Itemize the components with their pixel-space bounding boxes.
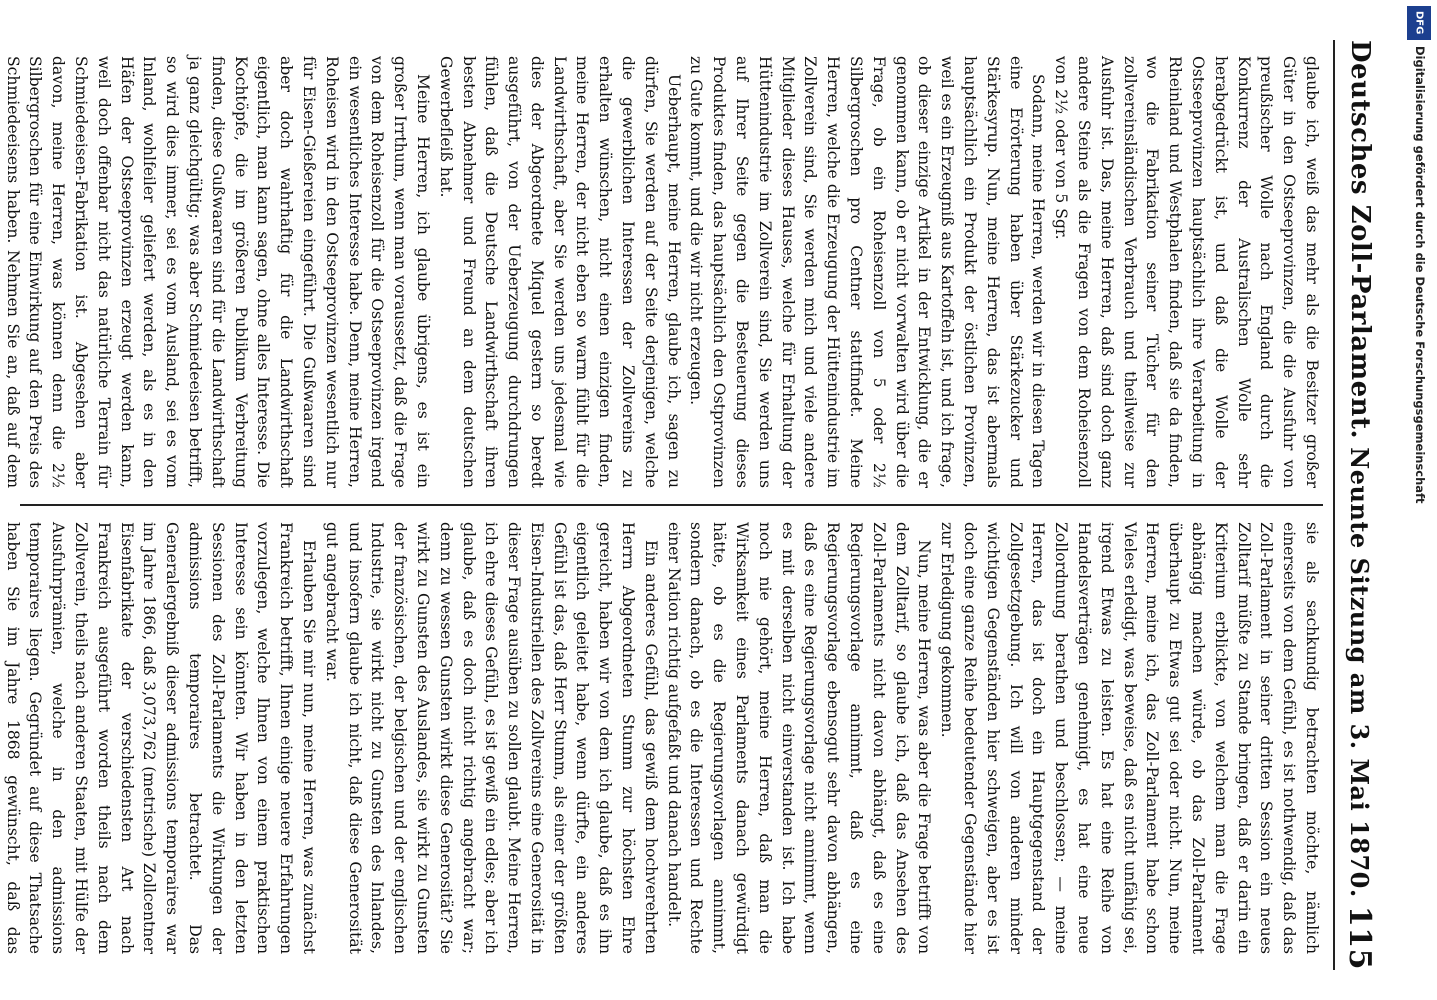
- page-number: 115: [1342, 905, 1378, 970]
- paragraph: Nun, meine Herren, was aber die Frage betrifft von dem Zolltarif, so glaube ich, daß das Ansehen des Zoll-Parlaments nicht davon abhängt, daß es eine Regierungsvorlage annimmt, daß es eine Regierungsvorlage ebensogut sehr davon abhängen, daß es eine Regierungsvorlage nicht annimmt, wenn es mit derselben nicht einverstanden ist. Ich habe noch nie gehört, meine Herren, daß man die Wirksamkeit eines Parlaments danach gewürdigt hätte, ob es die Regierungsvorlagen annimmt, sondern danach, ob es die Interessen und Rechte einer Nation richtig aufgefaßt und danach handelt.: [664, 522, 934, 954]
- header-center: Neunte Sitzung am 3. Mai 1870.: [1345, 447, 1375, 898]
- credit-text: Digitalisierung gefördert durch die Deutsche Forschungsgemeinschaft: [1413, 46, 1427, 504]
- paragraph: Meine Herren, ich glaube übrigens, es ist ein großer Irrthum, wenn man voraussetzt, daß die Frage von dem Roheisenzoll für die Ostseeprovinzen irgend ein wesentliches Interesse habe. Denn, meine Herren, Roheisen wird in den Ostseeprovinzen wesentlich nur für Eisen-Gießereien eingeführt. Die Gußwaaren sind aber doch wahrhaftig für die Landwirthschaft eigentlich, man kann sagen, ohne alles Interesse. Die Kochtöpfe, die im größeren Publikum Verbreitung finden, diese Gußwaaren sind für die Landwirthschaft ja ganz gleichgültig; was aber Schmiedeeisen betrifft, so wird dies immer, sei es vom Ausland, sei es vom Inland, wohlfeiler geliefert werden, als es in den Häfen der Ostseeprovinzen erzeugt werden kann, weil doch offenbar nicht das natürliche Terrain für Schmiedeeisen-Fabrikation ist. Abgesehen aber davon, meine Herren, was können denn die 2½ Silbergroschen für eine Einwirkung auf den Preis des Schmiedeeisens haben. Nehmen Sie an, daß auf dem: [3, 56, 432, 488]
- right-column: [3, 506, 1323, 970]
- header-left: Deutsches Zoll-Parlament.: [1345, 40, 1375, 440]
- paragraph: Sodann, meine Herren, werden wir in diesen Tagen eine Erörterung haben über Stärkezucker und Stärkesyrup. Nun, meine Herren, das ist abermals hauptsächlich ein Produkt der östlichen Provinzen, weil es ein Erzeugniß aus Kartoffeln ist, und ich frage, ob dieser einzige Artikel in der Entwicklung, die er genommen kann, ob er nicht vorwalten wird über die Frage, ob ein Roheisenzoll von 5 oder 2½ Silbergroschen pro Centner stattfindet. Meine Herren, welche die Erzeugung der Hüttenindustrie im Zollverein sind, Sie werden mich und viele andere Mitglieder dieses Hauses, welche für Erhaltung der Hüttenindustrie im Zollverein sind, Sie werden uns auf Ihrer Seite gegen die Besteuerung dieses Produktes finden, das hauptsächlich den Ostprovinzen zu Gute kommt, und die wir nicht erzeugen.: [687, 56, 1048, 488]
- paragraph: Ueberhaupt, meine Herren, glaube ich, sagen zu dürfen, Sie werden auf der Seite derjenigen, welche die gewerblichen Interessen der Zollvereins zu erhalten wünschen, nicht einen einzigen finden, meine Herren, der nicht eben so warm fühlt für die Landwirthschaft, aber Sie werden uns jedesmal wie dies der Abgeordnete Miquel gestern so beredt ausgeführt, von der Ueberzeugung durchdrungen fühlen, daß die Deutsche Landwirthschaft ihren besten Abnehmer und Freund an dem deutschen Gewerbefleiß hat.: [436, 56, 683, 488]
- dfg-logo: DFG: [1407, 6, 1431, 40]
- paragraph: sie als sachkundig betrachten möchte, nämlich einerseits von dem Gefühl, es ist nothwendig, daß das Zoll-Parlament in seiner dritten Session ein neues Zolltarif müßte zu Stande bringen, daß er darin ein Kriterium erblickte, von welchem man die Frage abhängig machen würde, ob das Zoll-Parlament überhaupt zu Etwas gut sei oder nicht. Nun, meine Herren, meine ich, das Zoll-Parlament habe schon Vieles erledigt, was beweise, daß es nicht unfähig sei, irgend Etwas zu leisten. Es hat eine Reihe von Handelsverträgen genehmigt, es hat eine neue Zollordnung berathen und beschlossen; — meine Herren, das ist doch ein Hauptgegenstand der Zollgesetzgebung. Ich will von anderen minder wichtigen Gegenständen hier schweigen, aber es ist doch eine ganze Reihe bedeutender Gegenstände hier zur Erledigung gekommen.: [938, 522, 1321, 954]
- text-columns: [3, 40, 1323, 970]
- digitization-credit: [1401, 0, 1437, 1000]
- paragraph: Ein anderes Gefühl, das gewiß dem hochverehrten Herrn Abgeordneten Stumm zur höchsten Ehre gereicht, haben wir von dem ich glaube, daß es ihn eigentlich geleitet habe, wenn dürfte, ein anderes Gefühl ist das, daß Herr Stumm, als einer der größten Eisen-Industriellen des Zollvereins eine Generosität in dieser Frage ausüben zu sollen glaubt. Meine Herren, ich ehre dieses Gefühl, es ist gewiß ein edles; aber ich glaube, daß es doch nicht richtig angebracht war; denn zu wessen Gunsten wirkt diese Generosität? Sie wirkt zu Gunsten des Auslandes, sie wirkt zu Gunsten der französischen, der belgischen und der englischen Industrie, sie wirkt nicht zu Gunsten des Inlandes, und insofern glaube ich nicht, daß diese Generosität gut angebracht war.: [322, 522, 660, 954]
- running-header: [1333, 40, 1385, 970]
- paragraph: Erlauben Sie mir nun, meine Herren, was zunächst Frankreich betrifft, Ihnen einige neuere Erfahrungen vorzulegen, welche Ihnen von einem praktischen Interesse sein könnten. Wir haben in den letzten Sessionen des Zoll-Parlaments die Wirkungen der admissions temporaires betrachtet. Das Generalergebniß dieser admissions temporaires war im Jahre 1866, daß 3,073,762 (metrische) Zollcentner Eisenfabrikate der verschiedensten Art nach Frankreich ausgeführt worden theils nach dem Zollverein, theils nach anderen Staaten, mit Hülfe der Ausfuhrprämien, welche in den admissions temporaires liegen. Gegründet auf diese Thatsache haben Sie im Jahre 1868 gewünscht, daß das: [3, 522, 318, 954]
- left-column: [3, 40, 1323, 504]
- paragraph: glaube ich, weiß das mehr als die Besitzer großer Güter in den Ostseeprovinzen, die die Ausfuhr von preußischer Wolle nach England durch die Konkurrenz der Australischen Wolle sehr herabgedrückt ist, und daß die Wolle der Ostseeprovinzen hauptsächlich ihre Verarbeitung in Rheinland und Westphalen finden, daß sie da finden, wo die Fabrikation seiner Tücher für den zollvereinsländischen Verbrauch und theilweise zur Ausfuhr ist. Das, meine Herren, daß sind doch ganz andere Steine als die Fragen von dem Roheisenzoll von 2½ oder von 5 Sgr.: [1052, 56, 1321, 488]
